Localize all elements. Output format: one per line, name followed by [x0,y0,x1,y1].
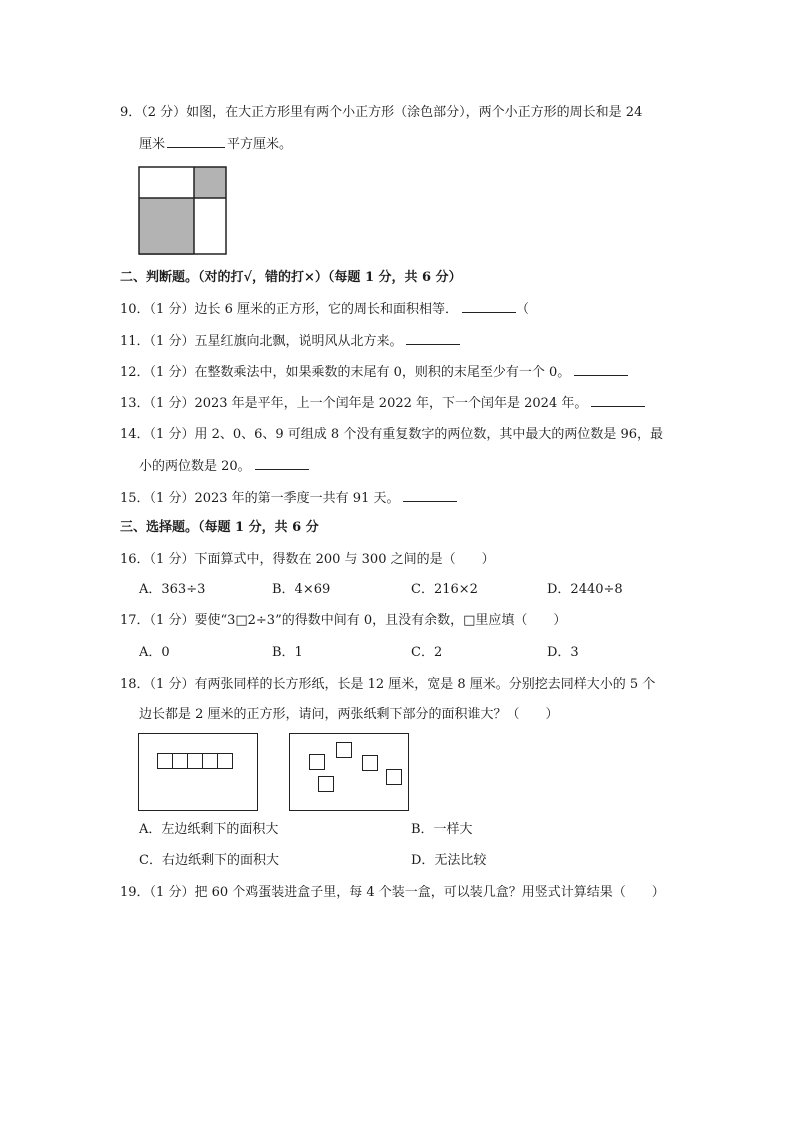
q14-line2 [139,457,309,476]
q13-text: 13．（1 分）2023 年是平年，上一个闰年是 2022 年，下一个闰年是 2024 年。 [120,396,588,411]
left-paper-figure [138,733,258,811]
q10 [120,300,529,319]
right-cut-square [336,742,352,758]
q11-answer-blank[interactable] [406,332,460,345]
left-cut-square [157,753,173,769]
q9-line1: 9．（2 分）如图，在大正方形里有两个小正方形（涂色部分），两个小正方形的周长和是 24 [120,105,643,120]
q13-answer-blank[interactable] [591,394,645,407]
section2-heading: 二、判断题。（对的打√，错的打×）（每题 1 分，共 6 分） [120,270,462,285]
right-cut-square [318,776,334,792]
left-cut-square [202,753,218,769]
q11-text: 11．（1 分）五星红旗向北飘，说明风从北方来。 [120,334,403,349]
q16-option-d[interactable]: D．2440÷8 [547,582,623,597]
q9-square-svg [138,166,228,256]
q9-answer-blank[interactable] [167,135,225,148]
q10-text: 10．（1 分）边长 6 厘米的正方形，它的周长和面积相等． [120,302,458,317]
q9-unit: 厘米 [139,137,166,152]
q9-square-figure [138,166,228,260]
q18-option-d[interactable]: D．无法比较 [411,853,487,868]
q11 [120,332,460,351]
q16-option-c[interactable]: C．216×2 [411,582,478,597]
shaded-small-square [194,167,226,198]
q16-option-a[interactable]: A．363÷3 [139,582,206,597]
right-cut-square [386,769,402,785]
q10-tail: （ [515,302,529,317]
section3-heading: 三、选择题。（每题 1 分，共 6 分 [120,520,319,535]
left-cut-square [172,753,188,769]
q13 [120,394,645,413]
q17-option-b[interactable]: B．1 [272,645,303,660]
q17-option-c[interactable]: C．2 [411,645,443,660]
shaded-large-square [139,198,194,255]
q18-line1: 18．（1 分）有两张同样的长方形纸，长是 12 厘米，宽是 8 厘米。分别挖去同样大小的 5 个 [120,677,656,692]
q12-text: 12．（1 分）在整数乘法中，如果乘数的末尾有 0，则积的末尾至少有一个 0。 [120,365,571,380]
q9-line2 [139,135,292,154]
q9-suffix: 平方厘米。 [227,137,293,152]
q14-answer-blank[interactable] [255,457,309,470]
q18-line2: 边长都是 2 厘米的正方形，请问，两张纸剩下部分的面积谁大？（ ） [139,707,559,722]
q19-text: 19．（1 分）把 60 个鸡蛋装进盒子里，每 4 个装一盒，可以装几盒？用竖式计算结果（ ） [120,885,665,900]
q15-answer-blank[interactable] [403,489,457,502]
q10-answer-blank[interactable] [462,300,516,313]
q15-text: 15．（1 分）2023 年的第一季度一共有 91 天。 [120,491,400,506]
q12-answer-blank[interactable] [574,363,628,376]
q16-text: 16．（1 分）下面算式中，得数在 200 与 300 之间的是（ ） [120,552,495,567]
right-paper-figure [289,733,409,811]
right-cut-square [309,754,325,770]
q18-option-b[interactable]: B．一样大 [411,822,473,837]
left-cut-square [187,753,203,769]
q12 [120,363,628,382]
right-cut-square [362,755,378,771]
q18-option-a[interactable]: A．左边纸剩下的面积大 [139,822,279,837]
q18-option-c[interactable]: C．右边纸剩下的面积大 [139,853,279,868]
q14-text2: 小的两位数是 20。 [139,459,251,474]
q17-option-a[interactable]: A．0 [139,645,170,660]
q15 [120,489,457,508]
q16-option-b[interactable]: B．4×69 [272,582,331,597]
left-cut-square [217,753,233,769]
q14-line1: 14．（1 分）用 2、0、6、9 可组成 8 个没有重复数字的两位数，其中最大的两位数是 96，最 [120,427,664,442]
q17-text: 17．（1 分）要使“3□2÷3”的得数中间有 0，且没有余数，□里应填（ ） [120,613,567,628]
q17-option-d[interactable]: D．3 [547,645,579,660]
